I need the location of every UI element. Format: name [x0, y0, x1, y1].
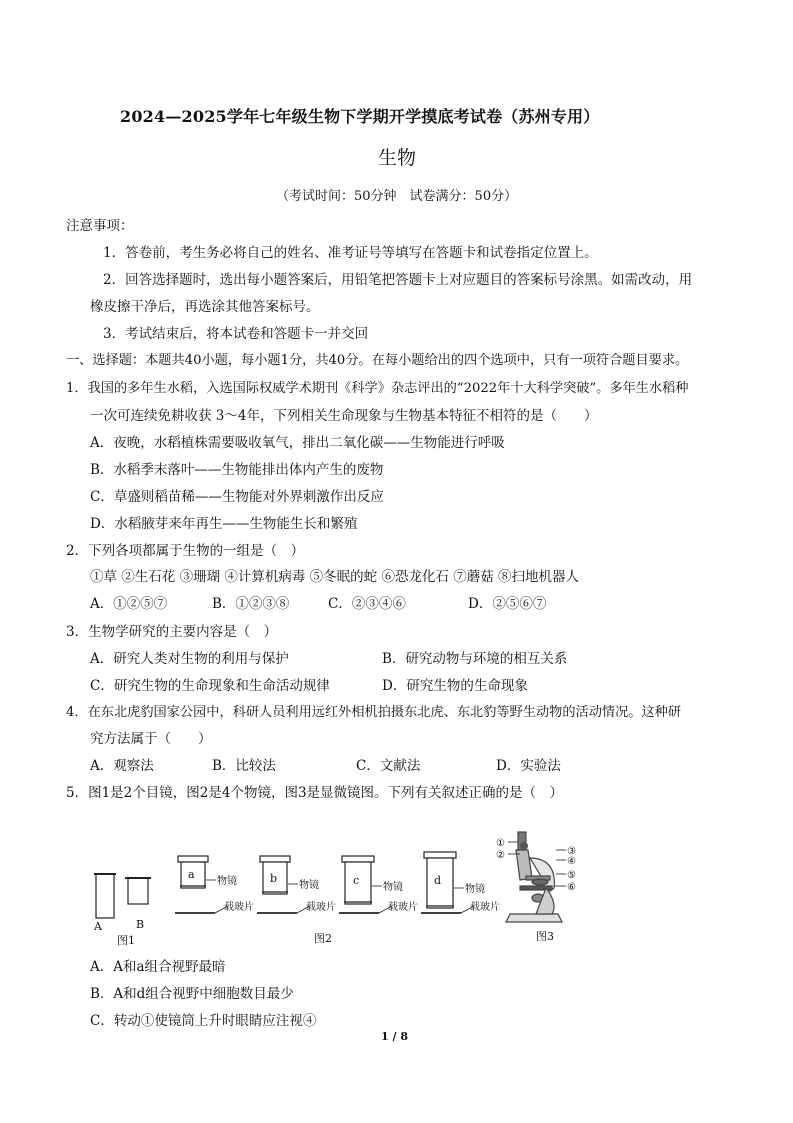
eyepiece-a-label: A	[94, 920, 102, 933]
part-5: ⑤	[567, 870, 576, 881]
q5-option-b[interactable]: B．A和d组合视野中细胞数目最少	[90, 986, 294, 1002]
objective-text-d: 物镜	[465, 884, 485, 895]
slide-text-d: 载玻片	[470, 902, 500, 913]
fig2-label: 图2	[314, 932, 332, 945]
objective-text-b: 物镜	[299, 880, 319, 891]
part-2: ②	[496, 850, 505, 861]
q4-option-b[interactable]: B．比较法	[212, 758, 276, 774]
q5-stem: 5．图1是2个目镜，图2是4个物镜，图3是显微镜图。下列有关叙述正确的是（ ）	[66, 785, 564, 801]
fig1-label: 图1	[117, 934, 135, 947]
microscope-drawing	[506, 832, 562, 922]
objective-b-label: b	[270, 872, 278, 885]
objective-c-label: c	[353, 874, 360, 887]
q4-option-c[interactable]: C．文献法	[356, 758, 421, 774]
q4-stem-cont: 究方法属于（ ）	[90, 731, 212, 747]
notes-heading: 注意事项：	[66, 218, 134, 234]
q1-option-b[interactable]: B．水稻季末落叶——生物能排出体内产生的废物	[90, 462, 384, 478]
q4-option-d[interactable]: D．实验法	[496, 758, 561, 774]
q1-option-a[interactable]: A．夜晚，水稻植株需要吸收氧气，排出二氧化碳——生物能进行呼吸	[90, 435, 505, 451]
slide-text-a: 载玻片	[224, 902, 254, 913]
slide-text-c: 载玻片	[388, 902, 418, 913]
q3-option-a[interactable]: A．研究人类对生物的利用与保护	[90, 651, 289, 667]
q2-stem: 2．下列各项都属于生物的一组是（ ）	[66, 543, 305, 559]
q5-figure	[80, 828, 600, 948]
note-item: 橡皮擦干净后，再选涂其他答案标号。	[90, 299, 320, 315]
q2-option-b[interactable]: B．①②③⑧	[212, 596, 290, 612]
q5-option-a[interactable]: A．A和a组合视野最暗	[90, 959, 226, 975]
q4-stem: 4．在东北虎豹国家公园中，科研人员利用远红外相机拍摄东北虎、东北豹等野生动物的活动情况。这种研	[66, 705, 682, 720]
q3-stem: 3．生物学研究的主要内容是（ ）	[66, 624, 278, 640]
objective-text-a: 物镜	[217, 876, 237, 887]
q2-items: ①草 ②生石花 ③珊瑚 ④计算机病毒 ⑤冬眠的蛇 ⑥恐龙化石 ⑦蘑菇 ⑧扫地机器人	[90, 569, 580, 585]
note-item: 2．回答选择题时，选出每小题答案后，用铅笔把答题卡上对应题目的答案标号涂黑。如需改动，用	[103, 272, 693, 288]
part-3: ③	[567, 846, 576, 857]
exam-info: （考试时间：50分钟 试卷满分：50分）	[276, 189, 518, 204]
objective-d-label: d	[434, 874, 442, 887]
eyepiece-a	[94, 874, 116, 918]
note-item: 3．考试结束后，将本试卷和答题卡一并交回	[103, 326, 369, 342]
eyepiece-b-label: B	[136, 918, 145, 931]
q3-option-d[interactable]: D．研究生物的生命现象	[382, 678, 528, 694]
q3-option-b[interactable]: B．研究动物与环境的相互关系	[382, 651, 568, 667]
exam-title: 2024—2025学年七年级生物下学期开学摸底考试卷（苏州专用）	[120, 107, 600, 126]
q1-stem: 1．我国的多年生水稻，入选国际权威学术期刊《科学》杂志评出的“2022年十大科学突破”。多年生水稻种	[66, 381, 689, 396]
q5-option-c[interactable]: C．转动①使镜筒上升时眼睛应注视④	[90, 1013, 317, 1029]
slide-text-b: 载玻片	[306, 902, 336, 913]
q3-option-c[interactable]: C．研究生物的生命现象和生命活动规律	[90, 678, 330, 694]
objective-text-c: 物镜	[383, 882, 403, 893]
q1-option-d[interactable]: D．水稻腋芽来年再生——生物能生长和繁殖	[90, 516, 358, 532]
eyepiece-b	[125, 878, 151, 904]
objective-a-label: a	[188, 868, 195, 881]
fig3-label: 图3	[536, 930, 554, 943]
part-6: ⑥	[567, 882, 576, 893]
objective-d	[421, 852, 474, 913]
part-4: ④	[567, 856, 576, 867]
q2-option-c[interactable]: C．②③④⑥	[328, 596, 406, 612]
part-1: ①	[496, 838, 505, 849]
q4-option-a[interactable]: A．观察法	[90, 758, 154, 774]
note-item: 1．答卷前，考生务必将自己的姓名、准考证号等填写在答题卡和试卷指定位置上。	[103, 245, 598, 261]
q2-option-d[interactable]: D．②⑤⑥⑦	[468, 596, 547, 612]
q1-option-c[interactable]: C．草盛则稻苗稀——生物能对外界刺激作出反应	[90, 489, 384, 505]
q1-stem-cont: 一次可连续免耕收获 3～4年，下列相关生命现象与生物基本特征不相符的是（ ）	[90, 408, 598, 424]
subject-title: 生物	[378, 147, 417, 169]
page-number: 1 / 8	[381, 1030, 408, 1043]
section-heading: 一、选择题：本题共40小题，每小题1分，共40分。在每小题给出的四个选项中，只有一项符合题目要求。	[66, 353, 689, 368]
q2-option-a[interactable]: A．①②⑤⑦	[90, 596, 168, 612]
